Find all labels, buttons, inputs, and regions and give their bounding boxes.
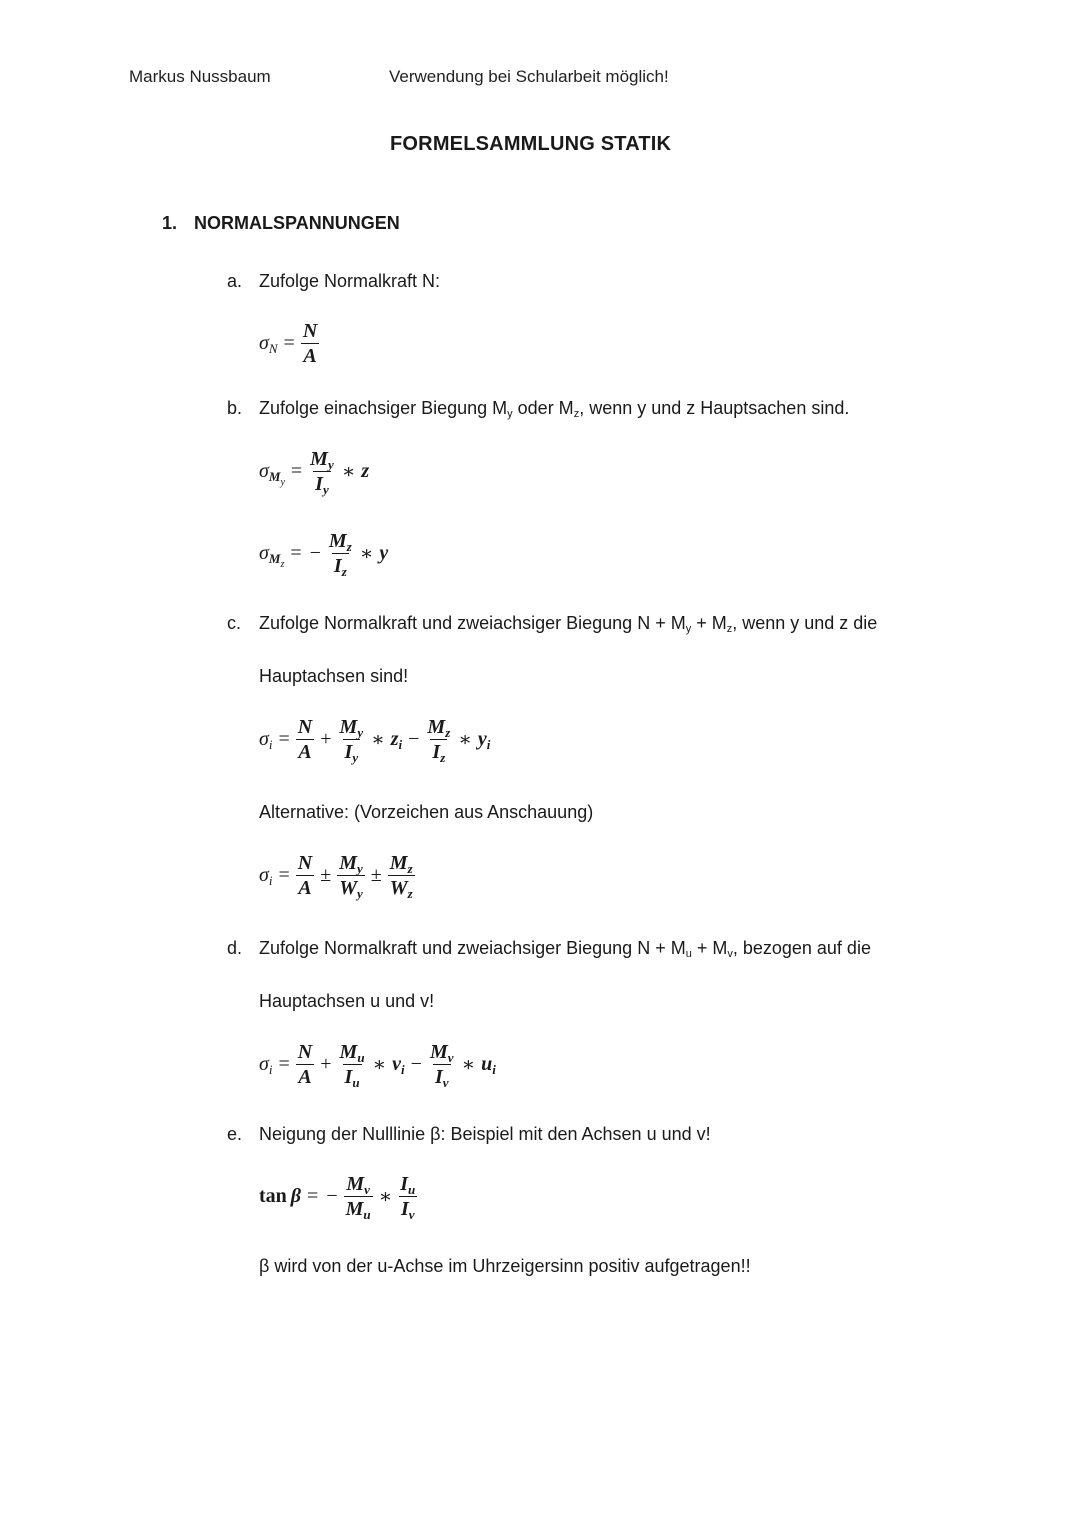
section-heading	[162, 213, 400, 234]
section-title: NORMALSPANNUNGEN	[194, 213, 400, 233]
formula-sigma-i-uv: $\sigma_i$ = $\frac{N}{A}$ + $\frac{M_u}{I_u}$ ∗ $v_i$ − $\frac{M_v}{I_v}$ ∗ $u_i$	[259, 1041, 496, 1090]
item-b: b. Zufolge einachsiger Biegung $M_y$ oder $M_z$, wenn y und z Hauptsachen sind.	[227, 398, 850, 420]
item-d: d. Zufolge Normalkraft und zweiachsiger Biegung $N + M_u + M_v$, bezogen auf die	[227, 938, 871, 960]
header-note: Verwendung bei Schularbeit möglich!	[389, 67, 669, 86]
formula-sigma-i-combined: $\sigma_i$ = $\frac{N}{A}$ + $\frac{M_y}{I_y}$ ∗ $z_i$ − $\frac{M_z}{I_z}$ ∗ $y_i$	[259, 716, 491, 765]
item-c-continuation: Hauptachsen sind!	[259, 666, 409, 686]
formula-sigma-my: $\sigma_{M_y}$ = $\frac{M_y}{I_y}$ ∗ z	[259, 448, 370, 497]
item-c-label: c.	[227, 613, 242, 633]
item-a-label: a.	[227, 271, 243, 291]
document-title: FORMELSAMMLUNG STATIK	[390, 133, 672, 155]
item-d-label: d.	[227, 938, 243, 958]
item-e-text: Neigung der Nulllinie β: Beispiel mit den Achsen u und v!	[259, 1124, 711, 1144]
item-d-continuation: Hauptachsen u und v!	[259, 991, 435, 1011]
item-a	[227, 271, 440, 292]
formula-sigma-n: $\sigma_N$ = $\frac{N}{A}$	[259, 320, 318, 367]
item-b-label: b.	[227, 398, 243, 418]
item-a-text: Zufolge Normalkraft N:	[259, 271, 441, 291]
item-e	[227, 1124, 711, 1145]
item-e-label: e.	[227, 1124, 243, 1144]
formula-sigma-i-alternative: $\sigma_i$ = $\frac{N}{A}$ ± $\frac{M_y}{W_y}$ ± $\frac{M_z}{W_z}$	[259, 852, 413, 901]
beta-note: β wird von der u-Achse im Uhrzeigersinn positiv aufgetragen!!	[259, 1256, 751, 1276]
formula-sigma-mz: $\sigma_{M_z}$ = − $\frac{M_z}{I_z}$ ∗ y	[259, 530, 389, 579]
author-name: Markus Nussbaum	[129, 67, 271, 86]
section-number: 1.	[162, 213, 178, 233]
formula-tan-beta: tan β = − $\frac{M_v}{M_u}$ ∗ $\frac{I_u}{I_v}$	[259, 1173, 416, 1222]
item-c: c. Zufolge Normalkraft und zweiachsiger Biegung $N + M_y + M_z$, wenn y und z die	[227, 613, 878, 635]
alternative-note: Alternative: (Vorzeichen aus Anschauung)	[259, 802, 594, 822]
